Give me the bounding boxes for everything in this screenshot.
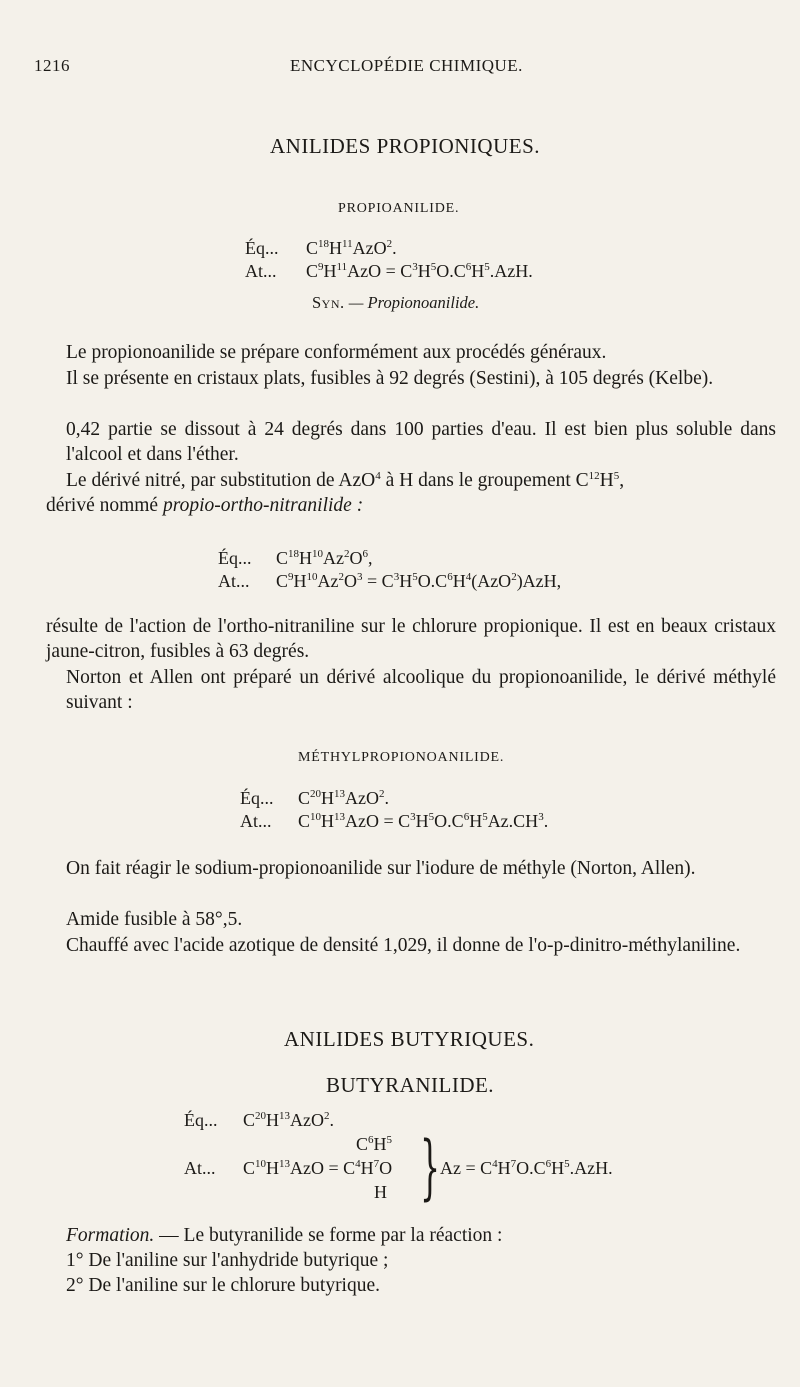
list-item: 1° De l'aniline sur l'anhydride butyrique ; bbox=[66, 1250, 389, 1271]
nitro-at-label: At... bbox=[218, 571, 250, 591]
synonym-line bbox=[312, 293, 479, 313]
methyl-at-label: At... bbox=[240, 811, 272, 831]
paragraph-1: Le propionoanilide se prépare conformément aux procédés généraux. bbox=[66, 342, 607, 363]
nitro-at-formula: $C^9H^{10}Az^2O^3 = C^3H^5O.C^6H^4(AzO^2)AzH$, bbox=[276, 571, 562, 591]
methyl-eq-formula: $C^{20}H^{13}AzO^2$. bbox=[298, 788, 390, 808]
butyr-eq-label: Éq... bbox=[184, 1110, 218, 1130]
methyl-at-formula: $C^{10}H^{13}AzO = C^3H^5O.C^6H^5Az.CH^3$. bbox=[298, 811, 549, 831]
formation-text: — Le butyranilide se forme par la réaction : bbox=[159, 1225, 503, 1246]
formula-at: $C^9H^{11}AzO = C^3H^5O.C^6H^5.AzH$. bbox=[306, 261, 533, 281]
paragraph-2: Il se présente en cristaux plats, fusibles à 92 degrés (Sestini), à 105 degrés (Kelbe). bbox=[66, 368, 714, 389]
formula-at-label: At... bbox=[245, 261, 277, 281]
butyr-at-label: At... bbox=[184, 1158, 216, 1178]
butyr-at-top: $C^6H^5$ bbox=[356, 1134, 393, 1154]
paragraph-3: 0,42 partie se dissout à 24 degrés dans 100 parties d'eau. Il est bien plus soluble dans l'alcool et dans l'éther. bbox=[66, 419, 776, 466]
paragraph-7: On fait réagir le sodium-propionoanilide sur l'iodure de méthyle (Norton, Allen). bbox=[66, 858, 696, 879]
paragraph-4: Le dérivé nitré, par substitution de AzO$^4$ à H dans le groupement $C^{12}H^5$, dérivé nommé propio-ortho-nitranilide : bbox=[46, 470, 625, 517]
nitro-eq-label: Éq... bbox=[218, 548, 252, 568]
paragraph-8: Amide fusible à 58°,5. bbox=[66, 909, 243, 930]
formation-label: Formation. bbox=[66, 1225, 155, 1246]
butyr-at-formula: $C^{10}H^{13}AzO = C^4H^7O$ bbox=[243, 1158, 393, 1178]
synonym-label: Syn. bbox=[312, 293, 345, 312]
paragraph-9: Chauffé avec l'acide azotique de densité 1,029, il donne de l'o-p-dinitro-méthylaniline. bbox=[66, 935, 741, 956]
butyr-eq-formula: $C^{20}H^{13}AzO^2$. bbox=[243, 1110, 335, 1130]
synonym-text: — Propionoanilide. bbox=[348, 293, 480, 312]
page-number: 1216 bbox=[34, 56, 70, 75]
formation-line bbox=[66, 1223, 502, 1248]
nitro-eq-formula: $C^{18}H^{10}Az^2O^6$, bbox=[276, 548, 373, 568]
formula-eq: $C^{18}H^{11}AzO^2$. bbox=[306, 238, 397, 258]
subsection-title-methylpropionoanilide: MÉTHYLPROPIONOANILIDE. bbox=[298, 750, 505, 765]
section-title-propioniques: ANILIDES PROPIONIQUES. bbox=[270, 134, 541, 158]
subsection-title-butyranilide: BUTYRANILIDE. bbox=[326, 1073, 495, 1097]
paragraph-6: Norton et Allen ont préparé un dérivé alcoolique du propionoanilide, le dérivé méthylé suivant : bbox=[66, 667, 776, 714]
butyr-at-bottom: H bbox=[374, 1182, 387, 1202]
methyl-eq-label: Éq... bbox=[240, 788, 274, 808]
section-title-butyriques: ANILIDES BUTYRIQUES. bbox=[284, 1027, 535, 1051]
butyr-at-right: $Az = C^4H^7O.C^6H^5.AzH$. bbox=[440, 1158, 613, 1178]
right-brace-icon: } bbox=[420, 1126, 441, 1208]
running-title: ENCYCLOPÉDIE CHIMIQUE. bbox=[290, 56, 523, 75]
formula-eq-label: Éq... bbox=[245, 238, 279, 258]
list-item: 2° De l'aniline sur le chlorure butyrique. bbox=[66, 1275, 381, 1296]
paragraph-5: résulte de l'action de l'ortho-nitraniline sur le chlorure propionique. Il est en beaux cristaux jaune-citron, fusibles à 63 degrés. bbox=[46, 616, 776, 663]
subsection-title-propioanilide: PROPIOANILIDE. bbox=[338, 201, 460, 216]
